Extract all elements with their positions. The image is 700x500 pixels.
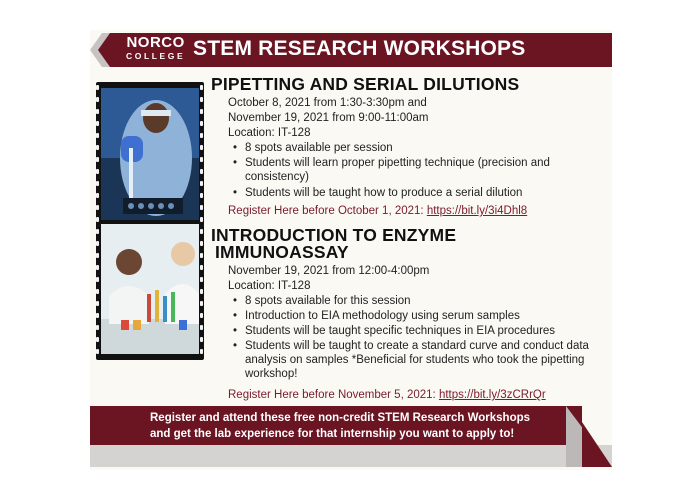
film-sprocket-hole [200, 241, 203, 246]
workshop1-date-2: November 19, 2021 from 9:00-11:00am [228, 112, 429, 124]
logo-bottom-text: COLLEGE [126, 51, 186, 61]
bullet-icon: • [233, 310, 238, 322]
film-sprocket-hole [96, 325, 99, 330]
film-sprocket-hole [200, 145, 203, 150]
film-sprocket-hole [96, 301, 99, 306]
workshop2-location: Location: IT-128 [228, 280, 311, 292]
film-sprocket-hole [200, 181, 203, 186]
film-sprocket-hole [200, 277, 203, 282]
workshop2-title-line-1: INTRODUCTION TO ENZYME [211, 225, 457, 245]
workshop1-date-1: October 8, 2021 from 1:30-3:30pm and [228, 97, 427, 109]
film-sprocket-hole [200, 85, 203, 90]
film-sprocket-hole [96, 349, 99, 354]
film-sprocket-hole [96, 229, 99, 234]
workshop1-bullet-3 [233, 186, 610, 200]
film-sprocket-hole [200, 133, 203, 138]
bullet-text: Students will learn proper pipetting technique (precision and consistency) [245, 157, 550, 183]
film-sprocket-hole [96, 289, 99, 294]
workshop1-bullet-2 [233, 156, 585, 184]
film-sprocket-hole [200, 121, 203, 126]
film-sprocket-hole [96, 169, 99, 174]
bullet-icon: • [233, 325, 238, 337]
film-sprocket-hole [200, 313, 203, 318]
film-sprocket-hole [96, 133, 99, 138]
film-sprocket-hole [96, 157, 99, 162]
logo-top-text: NORCO [126, 34, 185, 51]
lab-pipetting-photo [101, 88, 199, 220]
film-sprocket-hole [200, 265, 203, 270]
workshop1-bullet-1 [233, 141, 610, 155]
bullet-text: 8 spots available per session [245, 142, 393, 154]
film-sprocket-hole [200, 169, 203, 174]
workshop2-bullet-2 [233, 309, 610, 323]
footer-line-2: and get the lab experience for that internship you want to apply to! [150, 428, 515, 440]
film-sprocket-hole [96, 253, 99, 258]
film-sprocket-hole [200, 229, 203, 234]
film-sprocket-hole [96, 193, 99, 198]
bullet-icon: • [233, 142, 238, 154]
footer-gray-band [90, 445, 612, 467]
film-sprocket-hole [200, 325, 203, 330]
film-sprocket-hole [200, 289, 203, 294]
bullet-icon: • [233, 340, 238, 352]
workshop2-register-link[interactable]: https://bit.ly/3zCRrQr [438, 389, 546, 401]
norco-college-logo [126, 35, 185, 61]
lab-students-photo [101, 224, 199, 354]
bullet-text: Students will be taught specific techniques in EIA procedures [245, 325, 556, 337]
workshop2-bullet-1 [233, 294, 610, 308]
bullet-icon: • [233, 187, 238, 199]
film-sprocket-hole [200, 349, 203, 354]
film-sprocket-hole [96, 265, 99, 270]
bullet-icon: • [233, 157, 238, 169]
film-sprocket-hole [200, 301, 203, 306]
page-title: STEM RESEARCH WORKSHOPS [193, 37, 526, 60]
film-sprocket-hole [200, 193, 203, 198]
film-sprocket-hole [96, 205, 99, 210]
bullet-text: Introduction to EIA methodology using serum samples [245, 310, 520, 322]
register-text: Register Here before November 5, 2021: [228, 389, 439, 401]
film-sprocket-hole [96, 337, 99, 342]
film-sprocket-hole [96, 85, 99, 90]
footer-line-1: Register and attend these free non-credit STEM Research Workshops [150, 412, 531, 424]
register-text: Register Here before October 1, 2021: [228, 205, 427, 217]
film-sprocket-hole [200, 205, 203, 210]
workshop1-register [228, 204, 527, 218]
workshop2-register [228, 388, 546, 402]
workshop2-bullet-3 [233, 324, 610, 338]
film-sprocket-hole [96, 313, 99, 318]
film-sprocket-hole [200, 253, 203, 258]
bullet-text: Students will be taught to create a standard curve and conduct data analysis on samples *Beneficial for students who took the pipetting workshop! [245, 340, 589, 380]
film-sprocket-hole [96, 145, 99, 150]
film-sprocket-hole [200, 337, 203, 342]
bullet-icon: • [233, 295, 238, 307]
film-sprocket-hole [200, 217, 203, 222]
film-sprocket-hole [96, 181, 99, 186]
workshop2-date: November 19, 2021 from 12:00-4:00pm [228, 265, 430, 277]
film-sprocket-hole [96, 217, 99, 222]
workshop1-title: PIPETTING AND SERIAL DILUTIONS [211, 74, 520, 94]
bullet-text: 8 spots available for this session [245, 295, 411, 307]
film-sprocket-hole [200, 109, 203, 114]
footer-callout [150, 410, 570, 442]
film-sprocket-hole [200, 157, 203, 162]
film-sprocket-hole [96, 121, 99, 126]
film-sprocket-hole [200, 97, 203, 102]
bullet-text: Students will be taught how to produce a serial dilution [245, 187, 523, 199]
film-sprocket-hole [96, 241, 99, 246]
workshop1-register-link[interactable]: https://bit.ly/3i4Dhl8 [426, 205, 528, 217]
film-sprocket-hole [96, 97, 99, 102]
film-sprocket-hole [96, 109, 99, 114]
workshop1-location: Location: IT-128 [228, 127, 311, 139]
film-sprocket-hole [96, 277, 99, 282]
workshop2-bullet-4 [233, 339, 607, 381]
workshop2-title-line-2: IMMUNOASSAY [215, 242, 349, 262]
